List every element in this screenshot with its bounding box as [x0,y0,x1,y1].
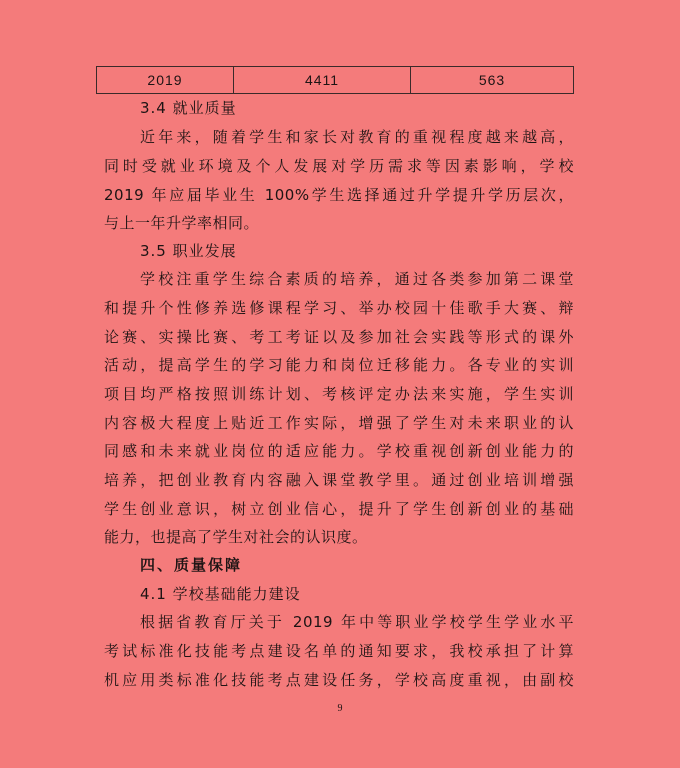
section-3-4-line: 近年来，随着学生和家长对教育的重视程度越来越高， [140,128,574,146]
table-cell-year: 2019 [97,67,234,94]
section-4-heading: 四、质量保障 [140,556,243,574]
data-table [96,66,574,94]
section-3-5-line: 培养，把创业教育内容融入课堂教学里。通过创业培训增强 [104,471,574,489]
section-3-5-line: 能力，也提高了学生对社会的认识度。 [104,528,368,546]
section-3-5-line: 活动，提高学生的学习能力和岗位迁移能力。各专业的实训 [104,356,574,374]
section-3-4-heading: 3.4 就业质量 [140,99,237,117]
table-row [97,67,574,94]
section-3-5-line: 学校注重学生综合素质的培养，通过各类参加第二课堂 [140,270,574,288]
section-3-4-line: 与上一年升学率相同。 [104,214,260,232]
section-3-4-line: 2019 年应届毕业生 100%学生选择通过升学提升学历层次， [104,186,574,204]
section-4-1-line: 根据省教育厅关于 2019 年中等职业学校学生学业水平 [140,613,574,631]
table-cell-value-1: 4411 [234,67,411,94]
section-3-5-heading: 3.5 职业发展 [140,242,237,260]
section-3-5-line: 同感和未来就业岗位的适应能力。学校重视创新创业能力的 [104,442,574,460]
section-4-1-heading: 4.1 学校基础能力建设 [140,585,301,603]
section-3-5-line: 和提升个性修养选修课程学习、举办校园十佳歌手大赛、辩 [104,299,574,317]
section-4-1-line: 机应用类标准化技能考点建设任务，学校高度重视，由副校 [104,671,574,689]
section-3-5-line: 项目均严格按照训练计划、考核评定办法来实施，学生实训 [104,385,574,403]
section-3-4-line: 同时受就业环境及个人发展对学历需求等因素影响，学校 [104,157,574,175]
section-3-5-line: 内容极大程度上贴近工作实际，增强了学生对未来职业的认 [104,414,574,432]
section-3-5-line: 学生创业意识，树立创业信心，提升了学生创新创业的基础 [104,500,574,518]
page-number: 9 [337,703,343,714]
section-4-1-line: 考试标准化技能考点建设名单的通知要求，我校承担了计算 [104,642,574,660]
section-3-5-line: 论赛、实操比赛、考工考证以及参加社会实践等形式的课外 [104,328,574,346]
table-cell-value-2: 563 [411,67,574,94]
